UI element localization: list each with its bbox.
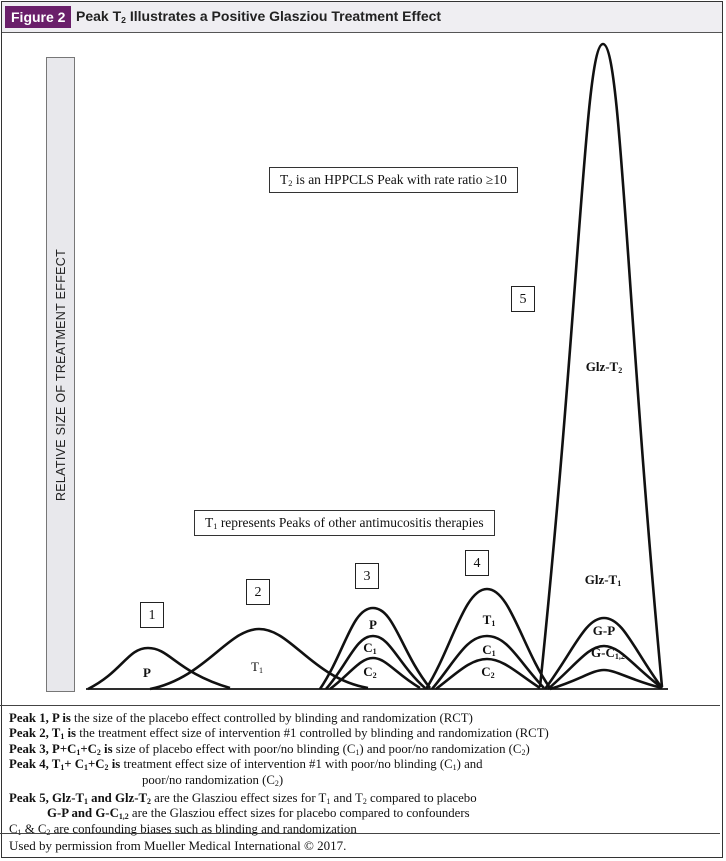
peak1-p-label: P: [143, 665, 151, 680]
peak-1-box: 1: [140, 602, 164, 628]
legend-peak4: Peak 4, $T_1+ C_1+C_2$ is treatment effect size of intervention #1 with poor/no blinding $(C_1)$ and: [9, 757, 483, 773]
peak3-c2-label: $C_2$: [363, 664, 377, 680]
peak-3-box: 3: [355, 563, 379, 589]
peak4-c1-label: $C_1$: [482, 642, 496, 658]
peak4-c2-label: $C_2$: [481, 664, 495, 680]
peak4-t1-label: $T_1$: [482, 612, 496, 628]
legend-divider-top: [0, 705, 720, 706]
legend-divider-bottom: [0, 833, 720, 834]
legend-confounders: $C_1$ & $C_2$ are confounding biases such as blinding and randomization: [9, 821, 357, 837]
t1-note: $T_1$ represents Peaks of other antimucositis therapies: [194, 510, 495, 536]
legend: [9, 711, 714, 837]
figure-badge: Figure 2: [5, 6, 71, 28]
peak5-gp-label: G-P: [592, 623, 616, 638]
legend-peak1: Peak 1, P is the size of the placebo effect controlled by blinding and randomization (RCT): [9, 711, 473, 725]
legend-peak4-cont: poor/no randomization $(C_2)$: [142, 772, 284, 788]
figure-title: Peak $T_2$ Illustrates a Positive Glasziou Treatment Effect: [76, 8, 442, 26]
peak-5-box: 5: [511, 286, 535, 312]
peak3-c1-label: $C_1$: [363, 640, 377, 656]
peak2-t1-label: $T_1$: [251, 659, 263, 675]
peak5-glz-t2-label: Glz-$T_2$: [585, 359, 623, 375]
legend-peak3: Peak 3, $P+C_1+C_2$ is size of placebo effect with poor/no blinding $(C_1)$ and poor/no randomization $(C_2)$: [9, 741, 530, 757]
peak-2-box: 2: [246, 579, 270, 605]
peak1-placebo-curve: [88, 648, 230, 689]
peak-4-box: 4: [465, 550, 489, 576]
peak5-glz-t1-label: Glz-$T_1$: [584, 572, 622, 588]
legend-peak2: Peak 2, $T_1$ is the treatment effect size of intervention #1 controlled by blinding and randomization (RCT): [9, 726, 549, 742]
t2-note: $T_2$ is an HPPCLS Peak with rate ratio ≥10: [269, 167, 518, 193]
peak3-p-label: P: [369, 617, 377, 632]
credit-line: Used by permission from Mueller Medical International © 2017.: [9, 838, 347, 853]
legend-glasziou: G-P and $G-C_{1,2}$ are the Glasziou effect sizes for placebo compared to confounders: [47, 806, 470, 822]
legend-peak5: Peak 5, Glz-$T_1$ and Glz-$T_2$ are the Glasziou effect sizes for $T_1$ and $T_2$ compared to placebo: [9, 791, 477, 806]
peak5-gc-label: $G-C_{1,2}$: [591, 645, 625, 661]
y-axis-label: RELATIVE SIZE OF TREATMENT EFFECT: [53, 248, 68, 501]
